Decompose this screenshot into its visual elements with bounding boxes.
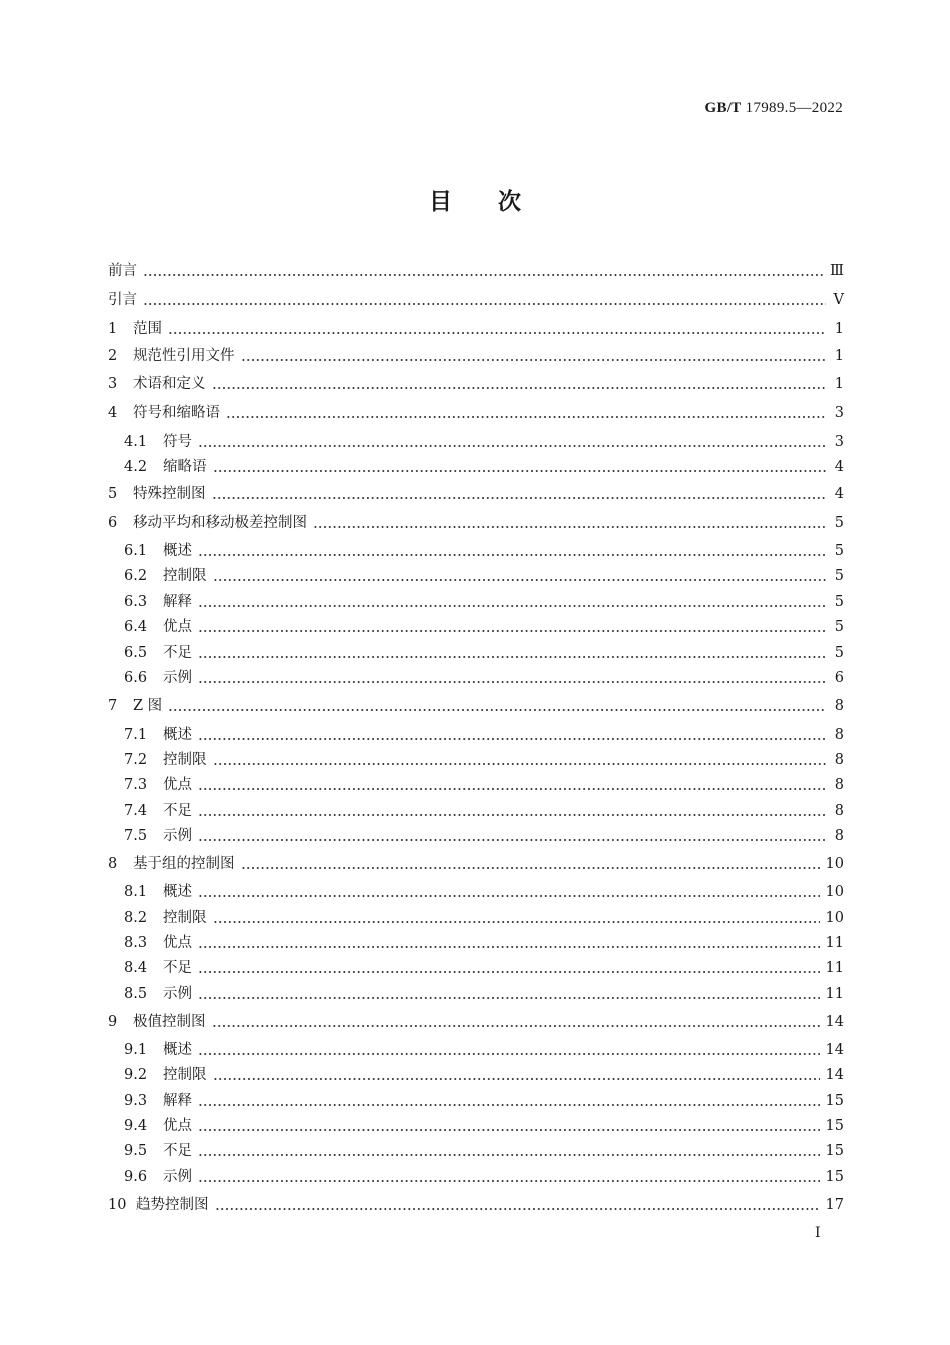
toc-dot-leader <box>198 554 826 556</box>
toc-dot-leader <box>213 579 827 581</box>
toc-entry-number: 9.6 <box>124 1169 148 1185</box>
toc-entry-page: 11 <box>825 986 844 1002</box>
toc-entry-label: 不足 <box>163 960 192 976</box>
toc-entry-number: 9.2 <box>124 1067 148 1083</box>
toc-entry[interactable] <box>108 1042 844 1058</box>
toc-entry-label: 优点 <box>163 935 192 951</box>
toc-entry-number: 9 <box>108 1014 118 1030</box>
toc-entry[interactable] <box>108 884 844 900</box>
toc-entry[interactable] <box>108 1169 844 1185</box>
toc-entry-number: 9.3 <box>124 1093 148 1109</box>
toc-entry[interactable] <box>108 856 844 872</box>
toc-entry-page: 8 <box>834 803 844 819</box>
toc-entry-label: 符号 <box>163 434 192 450</box>
toc-entry[interactable] <box>108 777 844 793</box>
toc-entry-page: 8 <box>834 727 844 743</box>
toc-entry[interactable] <box>108 376 844 392</box>
toc-entry-label: 不足 <box>163 803 192 819</box>
toc-entry[interactable] <box>108 459 844 475</box>
toc-entry[interactable] <box>108 543 844 559</box>
toc-entry-page: 10 <box>825 856 844 872</box>
toc-entry[interactable] <box>108 348 844 364</box>
toc-dot-leader <box>198 788 826 790</box>
toc-entry-label: 术语和定义 <box>133 376 206 392</box>
toc-dot-leader <box>143 303 826 305</box>
standard-code-number: 17989.5—2022 <box>741 100 843 116</box>
toc-entry[interactable] <box>108 1118 844 1134</box>
toc-entry[interactable] <box>108 1093 844 1109</box>
toc-entry[interactable] <box>108 292 844 308</box>
toc-entry-number: 7.3 <box>124 777 148 793</box>
toc-entry-number: 10 <box>108 1197 127 1213</box>
toc-entry-page: 8 <box>834 828 844 844</box>
toc-entry-number: 6.5 <box>124 645 148 661</box>
toc-entry-number: 8.5 <box>124 986 148 1002</box>
toc-entry[interactable] <box>108 645 844 661</box>
toc-entry-label: 优点 <box>163 777 192 793</box>
toc-entry-label: 概述 <box>163 1042 192 1058</box>
toc-entry[interactable] <box>108 619 844 635</box>
toc-dot-leader <box>213 1078 820 1080</box>
toc-entry-number: 5 <box>108 486 118 502</box>
toc-entry[interactable] <box>108 1067 844 1083</box>
toc-dot-leader <box>198 1104 820 1106</box>
toc-entry-number: 4.1 <box>124 434 148 450</box>
toc-entry-page: 4 <box>834 459 844 475</box>
toc-entry[interactable] <box>108 960 844 976</box>
toc-entry-label: 引言 <box>108 292 137 308</box>
toc-entry-label: 符号和缩略语 <box>133 405 220 421</box>
toc-entry-page: 17 <box>825 1197 844 1213</box>
toc-entry[interactable] <box>108 1143 844 1159</box>
toc-entry-label: 概述 <box>163 727 192 743</box>
toc-entry-label: 不足 <box>163 645 192 661</box>
toc-entry-number: 9.1 <box>124 1042 148 1058</box>
toc-entry[interactable] <box>108 752 844 768</box>
toc-entry-page: 14 <box>825 1042 844 1058</box>
toc-entry-number: 4 <box>108 405 118 421</box>
toc-entry[interactable] <box>108 935 844 951</box>
toc-entry-label: 概述 <box>163 884 192 900</box>
toc-entry-page: 8 <box>834 777 844 793</box>
toc-entry-page: 5 <box>834 619 844 635</box>
toc-entry-label: 概述 <box>163 543 192 559</box>
toc-dot-leader <box>212 1025 820 1027</box>
toc-dot-leader <box>213 470 827 472</box>
toc-dot-leader <box>313 526 826 528</box>
toc-entry-page: 15 <box>825 1118 844 1134</box>
toc-entry[interactable] <box>108 698 844 714</box>
toc-entry-number: 7.5 <box>124 828 148 844</box>
toc-entry-number: 4.2 <box>124 459 148 475</box>
toc-entry-number: 6.6 <box>124 670 148 686</box>
toc-dot-leader <box>198 656 826 658</box>
toc-entry-page: 8 <box>834 698 844 714</box>
toc-entry-label: 范围 <box>133 321 162 337</box>
toc-dot-leader <box>198 1180 820 1182</box>
page-title-text: 目 次 <box>429 188 521 215</box>
toc-entry-page: 4 <box>834 486 844 502</box>
toc-entry-label: 示例 <box>163 670 192 686</box>
toc-entry-page: 6 <box>834 670 844 686</box>
toc-dot-leader <box>198 738 826 740</box>
toc-entry-label: 控制限 <box>163 568 207 584</box>
toc-entry-number: 6.3 <box>124 594 148 610</box>
toc-entry-label: 移动平均和移动极差控制图 <box>133 515 307 531</box>
toc-entry-number: 2 <box>108 348 118 364</box>
toc-entry-label: 示例 <box>163 986 192 1002</box>
toc-entry[interactable] <box>108 434 844 450</box>
toc-entry-label: 缩略语 <box>163 459 207 475</box>
toc-entry-number: 8.3 <box>124 935 148 951</box>
toc-dot-leader <box>198 605 826 607</box>
toc-entry-page: 15 <box>825 1093 844 1109</box>
toc-entry[interactable] <box>108 727 844 743</box>
toc-dot-leader <box>198 839 826 841</box>
toc-dot-leader <box>143 274 824 276</box>
toc-entry-number: 6 <box>108 515 118 531</box>
toc-entry[interactable] <box>108 486 844 502</box>
toc-entry-number: 6.4 <box>124 619 148 635</box>
toc-entry-label: 基于组的控制图 <box>133 856 235 872</box>
toc-entry-page: 11 <box>825 960 844 976</box>
toc-entry-number: 6.2 <box>124 568 148 584</box>
standard-code-prefix: GB/T <box>704 100 742 116</box>
toc-entry[interactable] <box>108 405 844 421</box>
toc-dot-leader <box>241 359 827 361</box>
toc-entry[interactable] <box>108 803 844 819</box>
page-title <box>0 183 950 216</box>
toc-entry[interactable] <box>108 1014 844 1030</box>
toc-dot-leader <box>215 1208 820 1210</box>
toc-dot-leader <box>168 709 826 711</box>
toc-entry-label: 前言 <box>108 263 137 279</box>
toc-dot-leader <box>212 387 827 389</box>
toc-dot-leader <box>213 763 827 765</box>
toc-dot-leader <box>198 630 826 632</box>
toc-entry-number: 8.4 <box>124 960 148 976</box>
toc-entry-page: 15 <box>825 1143 844 1159</box>
toc-entry-page: Ⅴ <box>833 292 844 308</box>
toc-entry[interactable] <box>108 910 844 926</box>
toc-entry-page: 3 <box>834 434 844 450</box>
toc-dot-leader <box>198 997 820 999</box>
toc-entry[interactable] <box>108 568 844 584</box>
toc-entry[interactable] <box>108 515 844 531</box>
toc-entry-label: 优点 <box>163 619 192 635</box>
toc-entry-number: 7 <box>108 698 118 714</box>
toc-entry-page: Ⅲ <box>830 263 844 279</box>
toc-dot-leader <box>241 867 820 869</box>
toc-entry-number: 3 <box>108 376 118 392</box>
toc-entry-page: 14 <box>825 1067 844 1083</box>
toc-entry[interactable] <box>108 1197 844 1213</box>
toc-dot-leader <box>198 814 826 816</box>
toc-entry-page: 5 <box>834 568 844 584</box>
toc-entry-page: 14 <box>825 1014 844 1030</box>
toc-entry-page: 5 <box>834 515 844 531</box>
standard-code <box>705 100 843 117</box>
toc-entry-number: 7.1 <box>124 727 148 743</box>
toc-entry[interactable] <box>108 670 844 686</box>
toc-dot-leader <box>168 332 826 334</box>
toc-dot-leader <box>198 445 826 447</box>
toc-dot-leader <box>198 1154 820 1156</box>
toc-entry-number: 9.4 <box>124 1118 148 1134</box>
toc-entry-label: 控制限 <box>163 1067 207 1083</box>
toc-entry-label: 特殊控制图 <box>133 486 206 502</box>
toc-entry-label: 优点 <box>163 1118 192 1134</box>
toc-entry-number: 9.5 <box>124 1143 148 1159</box>
toc-dot-leader <box>213 921 820 923</box>
toc-entry[interactable] <box>108 263 844 279</box>
toc-entry-label: Z 图 <box>133 698 163 714</box>
toc-entry-page: 1 <box>834 376 844 392</box>
toc-entry-label: 控制限 <box>163 752 207 768</box>
toc-dot-leader <box>198 971 820 973</box>
toc-entry-label: 示例 <box>163 1169 192 1185</box>
toc-dot-leader <box>198 1053 820 1055</box>
toc-entry-page: 5 <box>834 645 844 661</box>
toc-entry-page: 1 <box>834 321 844 337</box>
footer-page-number: I <box>815 1225 821 1241</box>
toc-entry-number: 8 <box>108 856 118 872</box>
toc-entry[interactable] <box>108 986 844 1002</box>
toc-dot-leader <box>198 1129 820 1131</box>
toc-entry-label: 不足 <box>163 1143 192 1159</box>
toc-entry-page: 5 <box>834 594 844 610</box>
toc-dot-leader <box>226 416 826 418</box>
toc-entry-number: 1 <box>108 321 118 337</box>
toc-entry-page: 8 <box>834 752 844 768</box>
toc-entry-number: 8.1 <box>124 884 148 900</box>
toc-dot-leader <box>212 497 827 499</box>
toc-entry-page: 5 <box>834 543 844 559</box>
toc-entry-number: 6.1 <box>124 543 148 559</box>
toc-entry-number: 7.4 <box>124 803 148 819</box>
toc-entry-page: 10 <box>825 910 844 926</box>
toc-entry-label: 趋势控制图 <box>136 1197 209 1213</box>
toc-entry-page: 3 <box>834 405 844 421</box>
toc-entry-number: 8.2 <box>124 910 148 926</box>
toc-entry-label: 规范性引用文件 <box>133 348 235 364</box>
toc-dot-leader <box>198 946 820 948</box>
toc-entry-page: 15 <box>825 1169 844 1185</box>
toc-entry[interactable] <box>108 828 844 844</box>
toc-dot-leader <box>198 895 820 897</box>
toc-entry-label: 极值控制图 <box>133 1014 206 1030</box>
toc-entry-page: 11 <box>825 935 844 951</box>
toc-entry-number: 7.2 <box>124 752 148 768</box>
toc-dot-leader <box>198 681 826 683</box>
toc-entry-page: 1 <box>834 348 844 364</box>
toc-entry[interactable] <box>108 321 844 337</box>
toc-entry-label: 示例 <box>163 828 192 844</box>
toc-entry-label: 控制限 <box>163 910 207 926</box>
toc-entry-page: 10 <box>825 884 844 900</box>
toc-entry[interactable] <box>108 594 844 610</box>
toc-entry-label: 解释 <box>163 594 192 610</box>
toc-entry-label: 解释 <box>163 1093 192 1109</box>
